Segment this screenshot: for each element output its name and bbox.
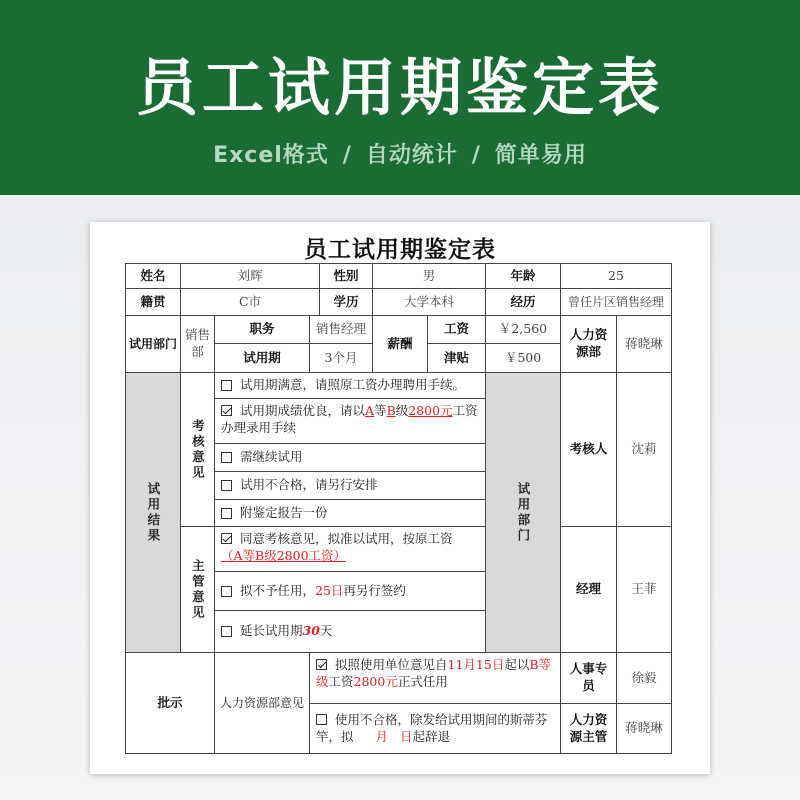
banner-title: 员工试用期鉴定表	[135, 51, 664, 124]
label-trial-dept	[485, 372, 561, 653]
assess-option-2-text-b: 等	[374, 403, 387, 418]
label-manager: 经理	[560, 526, 617, 653]
label-position: 职务	[214, 315, 310, 344]
hr-option-1-grade: B等级	[316, 657, 552, 689]
value-experience[interactable]: 曾任片区销售经理	[560, 288, 672, 316]
label-experience: 经历	[485, 288, 561, 316]
label-gender: 性别	[319, 263, 373, 289]
label-result	[125, 372, 181, 653]
assess-option-1-text: 试用期满意，请照原工资办理聘用手续。	[240, 377, 466, 393]
value-education[interactable]: 大学本科	[372, 288, 486, 316]
value-gender[interactable]: 男	[372, 263, 486, 289]
assess-option-5-text: 附鉴定报告一份	[240, 504, 328, 520]
supervisor-option-2[interactable]	[214, 571, 486, 611]
supervisor-option-1[interactable]	[214, 526, 486, 572]
feature-format: Excel格式	[213, 143, 329, 168]
label-supervisor-text: 主管意见	[190, 558, 206, 621]
hr-option-2-day: 日	[400, 728, 413, 744]
label-wage: 工资	[427, 315, 486, 344]
supervisor-option-2-red: 25日	[315, 582, 344, 598]
label-trial-dept-text: 试用部门	[515, 481, 531, 544]
feature-separator: /	[471, 143, 481, 168]
checkbox-icon[interactable]	[221, 452, 232, 463]
hr-option-2[interactable]	[309, 703, 561, 754]
supervisor-option-3-red: 30	[302, 623, 320, 639]
label-assessor: 考核人	[560, 372, 617, 527]
label-salary: 薪酬	[372, 315, 428, 373]
label-assess-opinion	[180, 372, 215, 527]
assess-option-2-text-d: 工资办理录用手续	[221, 403, 478, 435]
hr-option-1-date: 11月15日	[447, 657, 505, 672]
banner-subtitle	[0, 138, 800, 169]
label-hr-dept: 人力资源部	[560, 315, 617, 373]
hr-option-2-month: 月	[375, 728, 388, 744]
hr-option-1-text-c: 工资	[328, 673, 354, 689]
label-name: 姓名	[125, 263, 181, 289]
label-probation-dept: 试用部门	[125, 315, 181, 373]
label-age: 年龄	[485, 263, 561, 289]
checkbox-icon[interactable]	[221, 586, 232, 597]
checkbox-icon[interactable]	[221, 480, 232, 491]
value-hr-specialist[interactable]: 徐毅	[616, 652, 672, 704]
supervisor-option-3[interactable]	[214, 610, 486, 653]
value-position[interactable]: 销售经理	[309, 315, 373, 344]
checkbox-checked-icon[interactable]	[316, 659, 327, 670]
assess-option-3-text: 需继续试用	[240, 449, 303, 465]
value-manager[interactable]: 王菲	[616, 526, 672, 653]
supervisor-option-3-text-a: 延长试用期	[240, 623, 303, 639]
assess-option-5[interactable]	[214, 499, 486, 527]
value-name[interactable]: 刘辉	[180, 263, 320, 289]
form-sheet	[90, 222, 710, 774]
hr-option-1[interactable]	[309, 652, 561, 704]
feature-separator: /	[342, 143, 352, 168]
assess-option-2-text-c: 级	[395, 403, 409, 418]
assess-option-2-text-a: 试用期成绩优良，请以	[240, 403, 366, 418]
supervisor-option-1-text: 同意考核意见，拟准以试用，按原工资	[240, 531, 453, 546]
assess-option-2-amount: 2800元	[408, 403, 453, 418]
value-dept[interactable]: 销售部	[180, 315, 215, 373]
supervisor-option-1-red: （A等B级2800工资）	[221, 547, 347, 563]
checkbox-icon[interactable]	[221, 380, 232, 391]
form-title: 员工试用期鉴定表	[304, 236, 496, 263]
assess-option-2-grade-b: B	[386, 403, 396, 418]
label-probation-period: 试用期	[214, 343, 310, 373]
checkbox-icon[interactable]	[316, 714, 327, 725]
value-period[interactable]: 3个月	[309, 343, 373, 373]
supervisor-option-3-text-b: 天	[319, 623, 333, 639]
label-supervisor-opinion	[180, 526, 215, 653]
label-education: 学历	[319, 288, 373, 316]
hr-option-2-text-a: 使用不合格，除发给试用期间的斯蒂芬竿，拟	[316, 712, 548, 744]
value-assessor[interactable]: 沈莉	[616, 372, 672, 527]
top-banner	[0, 0, 800, 195]
value-allowance[interactable]: ￥500	[485, 343, 561, 373]
hr-option-1-text-d: 正式任用	[397, 673, 448, 689]
assess-option-2-grade-a: A	[365, 403, 375, 418]
label-hr-specialist: 人事专员	[560, 652, 617, 704]
label-hr-opinion: 人力资源部意见	[214, 652, 310, 754]
value-hr-head[interactable]: 蒋晓琳	[616, 703, 672, 754]
checkbox-checked-icon[interactable]	[221, 533, 232, 544]
checkbox-checked-icon[interactable]	[221, 405, 232, 416]
assess-option-2[interactable]	[214, 398, 486, 444]
assess-option-4-text: 试用不合格，请另行安排	[240, 477, 378, 493]
hr-option-2-text-b: 起辞退	[412, 728, 451, 744]
value-hr-person[interactable]: 蒋晓琳	[616, 315, 672, 373]
supervisor-option-2-text-a: 拟不予任用，	[240, 582, 316, 598]
feature-auto-stats: 自动统计	[365, 143, 458, 168]
value-wage[interactable]: ￥2,560	[485, 315, 561, 344]
assess-option-4[interactable]	[214, 471, 486, 500]
value-age[interactable]: 25	[560, 263, 672, 289]
label-approval: 批示	[125, 652, 215, 754]
assess-option-3[interactable]	[214, 443, 486, 472]
label-assess-text: 考核意见	[190, 418, 206, 481]
checkbox-icon[interactable]	[221, 626, 232, 637]
value-origin[interactable]: C市	[180, 288, 320, 316]
hr-option-1-text-b: 起以	[504, 657, 530, 672]
label-result-text: 试用结果	[145, 481, 161, 544]
hr-option-1-text-a: 拟照使用单位意见自	[335, 657, 448, 672]
label-hr-head: 人力资源主管	[560, 703, 617, 754]
checkbox-icon[interactable]	[221, 508, 232, 519]
feature-easy-use: 简单易用	[494, 143, 587, 168]
label-origin: 籍贯	[125, 288, 181, 316]
assess-option-1[interactable]	[214, 372, 486, 399]
label-allowance: 津贴	[427, 343, 486, 373]
hr-option-1-amount: 2800元	[353, 673, 398, 689]
supervisor-option-2-text-b: 再另行签约	[343, 582, 406, 598]
